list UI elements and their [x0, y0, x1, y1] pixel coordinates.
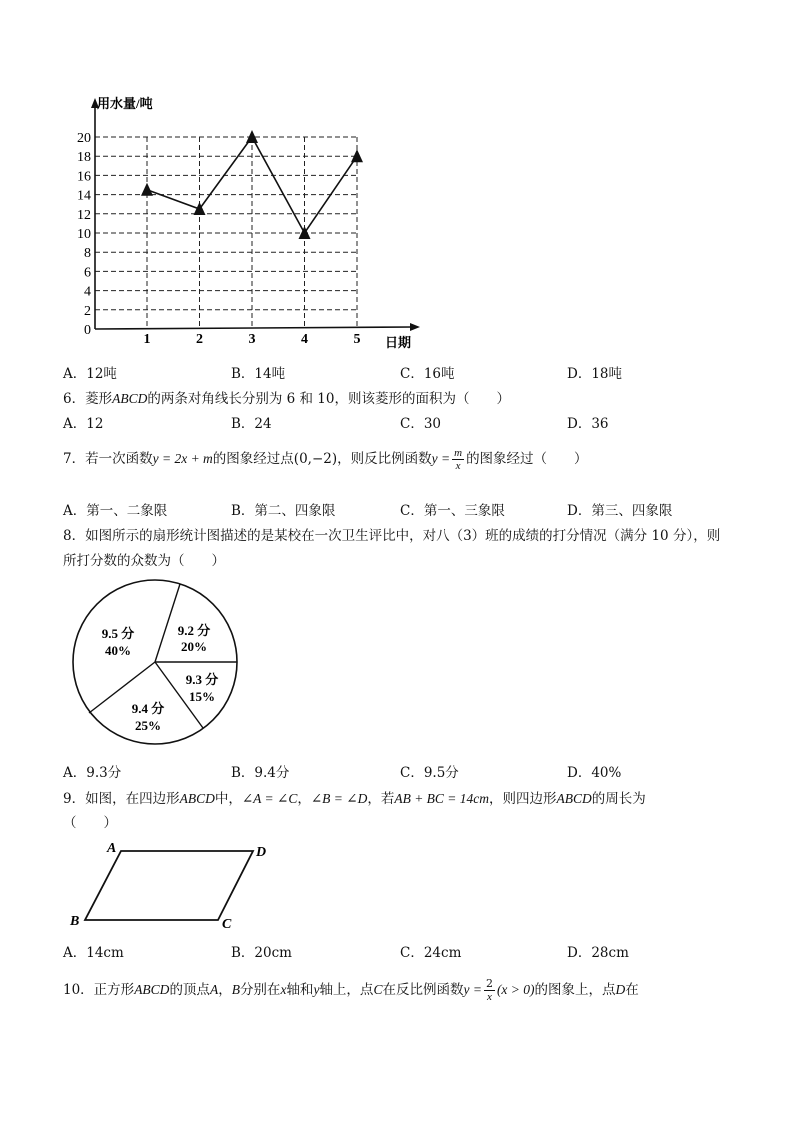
pie-divider-1: [155, 584, 180, 662]
q9-option-d[interactable]: D．28cm: [567, 945, 629, 961]
pie-pct-9-4: 25%: [135, 718, 161, 733]
y-tick-label-18: 18: [77, 150, 91, 166]
pie-label-9-2: 9.2 分: [177, 623, 211, 638]
vertex-label-a: A: [107, 841, 117, 856]
q8-option-c[interactable]: C．9.5分: [400, 765, 459, 781]
pie-label-9-5: 9.5 分: [101, 626, 135, 641]
chart-axes: [91, 98, 420, 331]
x-tick-label-2: 2: [196, 332, 203, 347]
q5-option-a[interactable]: A．12吨: [63, 366, 117, 382]
question-6: 6．菱形ABCD的两条对角线长分别为 6 和 10，则该菱形的面积为（ ）: [63, 391, 510, 407]
q8-option-d[interactable]: D．40%: [567, 765, 622, 781]
pie-label-9-4: 9.4 分: [131, 701, 165, 716]
x-tick-label-5: 5: [353, 332, 361, 347]
q9-option-c[interactable]: C．24cm: [400, 945, 462, 961]
x-tick-label-1: 1: [143, 332, 151, 347]
question-9-line2: （ ）: [63, 815, 117, 831]
pie-pct-9-3: 15%: [189, 689, 215, 704]
q7-option-b[interactable]: B．第二、四象限: [231, 503, 336, 519]
q6-option-d[interactable]: D．36: [567, 416, 609, 432]
q9-option-a[interactable]: A．14cm: [63, 945, 124, 961]
q6-option-c[interactable]: C．30: [400, 416, 442, 432]
question-8-line2: 所打分数的众数为（ ）: [63, 553, 225, 569]
q5-option-c[interactable]: C．16吨: [400, 366, 455, 382]
q6-option-a[interactable]: A．12: [63, 416, 104, 432]
x-axis: [95, 327, 413, 329]
y-tick-label-2: 2: [84, 303, 91, 319]
x-axis-arrow: [410, 323, 420, 331]
y-tick-label-14: 14: [77, 188, 91, 204]
question-9: 9．如图，在四边形ABCD中，∠A = ∠C，∠B = ∠D，若AB + BC = 14cm，则四边形ABCD的周长为: [63, 791, 646, 807]
q9-option-b[interactable]: B．20cm: [231, 945, 292, 961]
chart-xlabel: 日期: [385, 335, 412, 350]
parallelogram-figure: [65, 835, 285, 935]
question-7: 7．若一次函数y = 2x + m的图象经过点(0,−2)，则反比例函数y = $\frac{m}{x}$ 的图象经过（ ）: [63, 447, 588, 472]
q7-option-c[interactable]: C．第一、三象限: [400, 503, 505, 519]
y-tick-label-16: 16: [77, 169, 91, 185]
x-tick-label-3: 3: [248, 332, 256, 347]
vertex-label-c: C: [222, 917, 232, 932]
pie-pct-9-5: 40%: [105, 643, 131, 658]
chart-tick-labels: [77, 131, 361, 347]
q6-option-b[interactable]: B．24: [231, 416, 272, 432]
chart-grid: [95, 137, 357, 329]
parallelogram-abcd: [85, 851, 253, 920]
chart-ylabel: 用水量/吨: [97, 96, 153, 111]
vertex-label-d: D: [256, 845, 267, 860]
q8-option-a[interactable]: A．9.3分: [63, 765, 122, 781]
y-tick-label-12: 12: [77, 207, 91, 223]
fraction-m-over-x: $\frac{m}{x}$: [454, 447, 463, 472]
fraction-2-over-x: $\frac{2}{x}$: [485, 977, 493, 1003]
q5-option-b[interactable]: B．14吨: [231, 366, 286, 382]
y-tick-label-8: 8: [84, 246, 91, 262]
y-tick-label-6: 6: [84, 265, 91, 281]
data-point-1: [141, 183, 153, 196]
pie-label-9-3: 9.3 分: [185, 672, 219, 687]
y-tick-label-20: 20: [77, 131, 91, 146]
vertex-label-b: B: [70, 914, 80, 929]
question-8-line1: 8．如图所示的扇形统计图描述的是某校在一次卫生评比中，对八（3）班的成绩的打分情况（满分 10 分），则: [63, 528, 721, 544]
q5-option-d[interactable]: D．18吨: [567, 366, 623, 382]
q8-option-b[interactable]: B．9.4分: [231, 765, 290, 781]
x-tick-label-4: 4: [301, 332, 308, 347]
score-pie-chart: [60, 575, 260, 755]
pie-pct-9-2: 20%: [181, 639, 207, 654]
y-tick-label-0: 0: [84, 323, 91, 338]
q7-option-d[interactable]: D．第三、四象限: [567, 503, 673, 519]
water-usage-chart: [0, 0, 794, 360]
question-10: 10．正方形ABCD的顶点A，B分别在x轴和y轴上，点C在反比例函数y = $\frac{2}{x}$ (x > 0)的图象上，点D在: [63, 977, 639, 1003]
y-tick-label-4: 4: [84, 284, 91, 300]
q7-option-a[interactable]: A．第一、二象限: [63, 503, 168, 519]
y-tick-label-10: 10: [77, 227, 91, 242]
